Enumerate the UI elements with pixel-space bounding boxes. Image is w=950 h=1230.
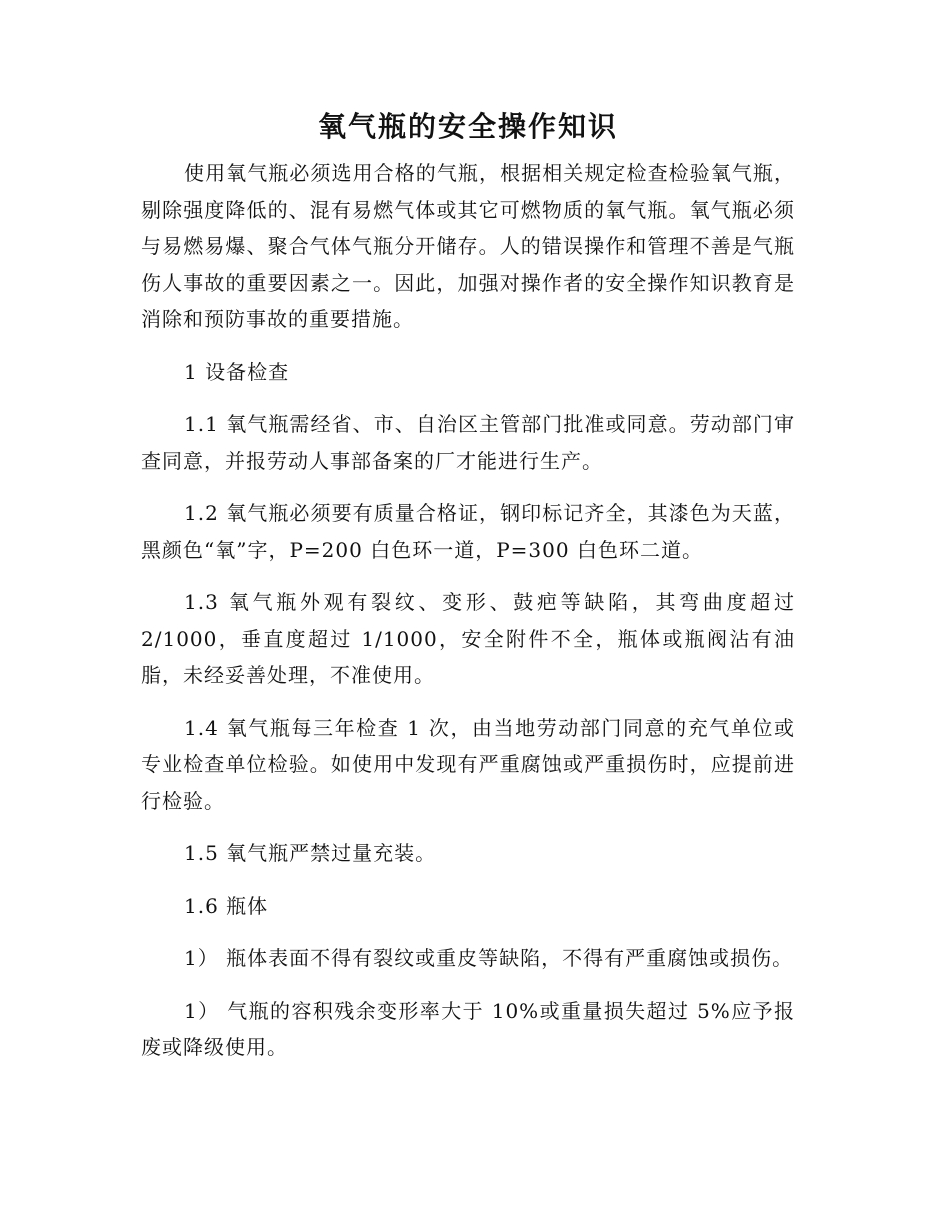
document-title: 氧气瓶的安全操作知识 bbox=[317, 110, 618, 143]
paragraph-1-5: 1.5 氧气瓶严禁过量充装。 bbox=[184, 841, 437, 865]
list-item-2: 1） 气瓶的容积残余变形率大于 10%或重量损失超过 5%应予报废或降级使用。 bbox=[141, 998, 795, 1059]
paragraph-1-3: 1.3 氧气瓶外观有裂纹、变形、鼓疤等缺陷，其弯曲度超过2/1000，垂直度超过 1/1000，安全附件不全，瓶体或瓶阀沾有油脂，未经妥善处理，不准使用。 bbox=[141, 590, 795, 687]
intro-paragraph: 使用氧气瓶必须选用合格的气瓶，根据相关规定检查检验氧气瓶，剔除强度降低的、混有易燃气体或其它可燃物质的氧气瓶。氧气瓶必须与易燃易爆、聚合气体气瓶分开储存。人的错误操作和管理不善是气瓶伤人事故的重要因素之一。因此，加强对操作者的安全操作知识教育是消除和预防事故的重要措施。 bbox=[141, 161, 795, 331]
list-item-1: 1） 瓶体表面不得有裂纹或重皮等缺陷，不得有严重腐蚀或损伤。 bbox=[184, 946, 794, 970]
paragraph-1-2: 1.2 氧气瓶必须要有质量合格证，钢印标记齐全，其漆色为天蓝，黑颜色“氧”字，P=200 白色环一道，P=300 白色环二道。 bbox=[141, 501, 795, 562]
paragraph-1-4: 1.4 氧气瓶每三年检查 1 次，由当地劳动部门同意的充气单位或专业检查单位检验。如使用中发现有严重腐蚀或严重损伤时，应提前进行检验。 bbox=[141, 715, 795, 813]
paragraph-1-6: 1.6 瓶体 bbox=[184, 893, 269, 918]
paragraph-1-1: 1.1 氧气瓶需经省、市、自治区主管部门批准或同意。劳动部门审查同意，并报劳动人事部备案的厂才能进行生产。 bbox=[141, 412, 795, 473]
section-heading-1: 1 设备检查 bbox=[184, 359, 290, 384]
document-page bbox=[141, 105, 795, 1082]
